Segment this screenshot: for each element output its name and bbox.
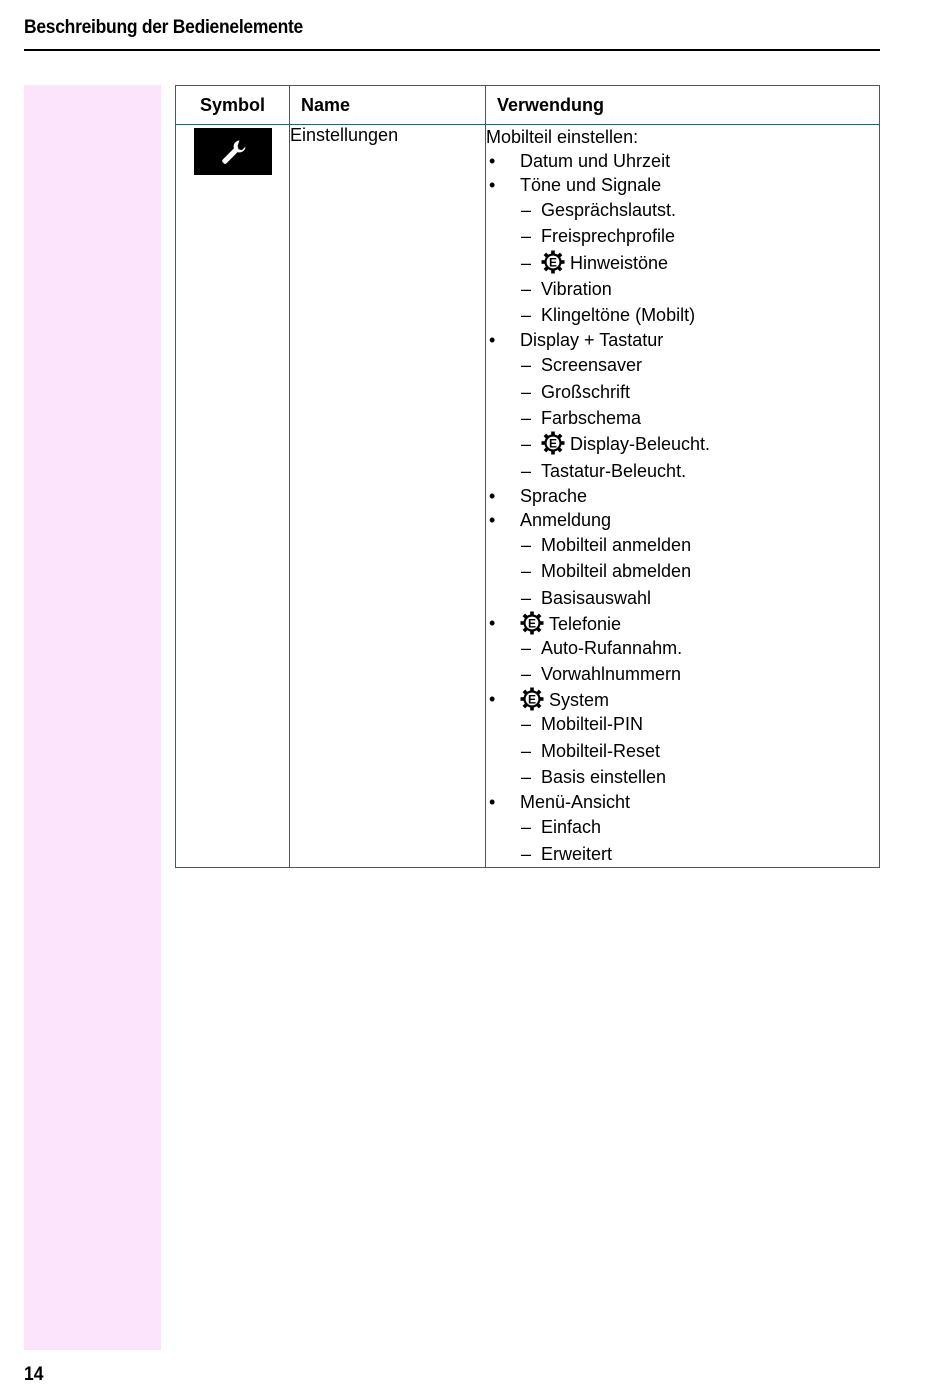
sub-list-item <box>486 711 879 737</box>
list-item <box>486 508 879 532</box>
list-item <box>486 687 879 711</box>
sub-list-item <box>486 458 879 484</box>
sub-list-item-label: Mobilteil-PIN <box>541 714 644 735</box>
list-item-label: Telefonie <box>549 613 622 634</box>
sub-list-item <box>486 431 879 457</box>
sub-list-item-label: Basis einstellen <box>541 767 667 788</box>
sub-list-item-label: Klingeltöne (Mobilt) <box>541 305 696 326</box>
sub-list-item <box>486 379 879 405</box>
expert-mode-gear-icon <box>541 250 565 274</box>
sub-list-item-label: Mobilteil abmelden <box>541 561 692 582</box>
wrench-icon <box>194 128 272 175</box>
sub-list-item <box>486 197 879 223</box>
sub-list-item-label: Freisprechprofile <box>541 226 676 247</box>
expert-mode-gear-icon <box>541 431 565 455</box>
list-item-label: Anmeldung <box>520 509 612 530</box>
list-item-label: Display + Tastatur <box>520 330 664 351</box>
side-margin-band <box>24 85 161 1350</box>
sub-list-item <box>486 405 879 431</box>
list-item-label: Töne und Signale <box>520 175 662 195</box>
list-item-label: Menü-Ansicht <box>520 792 631 813</box>
sub-list-item <box>486 585 879 611</box>
list-item <box>486 149 879 173</box>
column-header-usage: Verwendung <box>486 86 880 125</box>
sub-list-item-label: Vibration <box>541 278 612 299</box>
sub-list-item <box>486 223 879 249</box>
list-item-label: Datum und Uhrzeit <box>520 151 671 171</box>
list-item <box>486 484 879 508</box>
svg-text:E: • E <box>527 616 537 631</box>
list-item <box>486 173 879 197</box>
svg-text:E: • E <box>527 692 537 707</box>
name-cell: Einstellungen <box>290 125 486 868</box>
sub-list-item <box>486 352 879 378</box>
sub-list-item <box>486 635 879 661</box>
sub-list-item <box>486 302 879 328</box>
page-title: Beschreibung der Bedienelemente <box>24 17 303 38</box>
expert-mode-gear-icon <box>520 687 544 711</box>
list-item <box>486 328 879 352</box>
symbol-cell <box>176 125 290 868</box>
sub-list-item-label: Mobilteil-Reset <box>541 740 661 761</box>
sub-list-item-label: Hinweistöne <box>570 252 669 273</box>
table-header-row <box>176 86 880 125</box>
sub-list-item <box>486 814 879 840</box>
sub-list-item <box>486 250 879 276</box>
expert-mode-gear-icon <box>520 611 544 635</box>
list-item <box>486 790 879 814</box>
sub-list-item-label: Vorwahlnummern <box>541 664 682 685</box>
column-header-symbol: Symbol <box>176 86 290 125</box>
header-divider <box>24 49 880 51</box>
sub-list-item <box>486 276 879 302</box>
sub-list-item-label: Basisauswahl <box>541 587 652 608</box>
sub-list-item-label: Auto-Rufannahm. <box>541 637 683 658</box>
controls-table <box>175 85 880 868</box>
sub-list-item-label: Display-Beleucht. <box>570 434 711 455</box>
usage-intro: Mobilteil einstellen: <box>486 127 639 147</box>
sub-list-item-label: Tastatur-Beleucht. <box>541 460 687 481</box>
sub-list-item <box>486 532 879 558</box>
sub-list-item-label: Mobilteil anmelden <box>541 534 692 555</box>
sub-list-item-label: Einfach <box>541 817 602 838</box>
table-row <box>176 125 880 868</box>
svg-text:E: – E <box>548 436 558 451</box>
sub-list-item <box>486 764 879 790</box>
sub-list-item-label: Farbschema <box>541 408 642 429</box>
usage-list <box>486 149 879 867</box>
usage-cell <box>486 125 880 868</box>
sub-list-item-label: Gesprächslautst. <box>541 200 677 220</box>
list-item-label: System <box>549 690 610 711</box>
sub-list-item-label: Erweitert <box>541 843 613 864</box>
sub-list-item-label: Screensaver <box>541 355 643 376</box>
sub-list-item <box>486 738 879 764</box>
sub-list-item <box>486 661 879 687</box>
sub-list-item <box>486 558 879 584</box>
list-item <box>486 611 879 635</box>
svg-text:E: – E <box>548 254 558 269</box>
sub-list-item <box>486 841 879 867</box>
page-number: 14 <box>24 1364 44 1385</box>
column-header-name: Name <box>290 86 486 125</box>
list-item-label: Sprache <box>520 485 588 506</box>
sub-list-item-label: Großschrift <box>541 381 631 402</box>
